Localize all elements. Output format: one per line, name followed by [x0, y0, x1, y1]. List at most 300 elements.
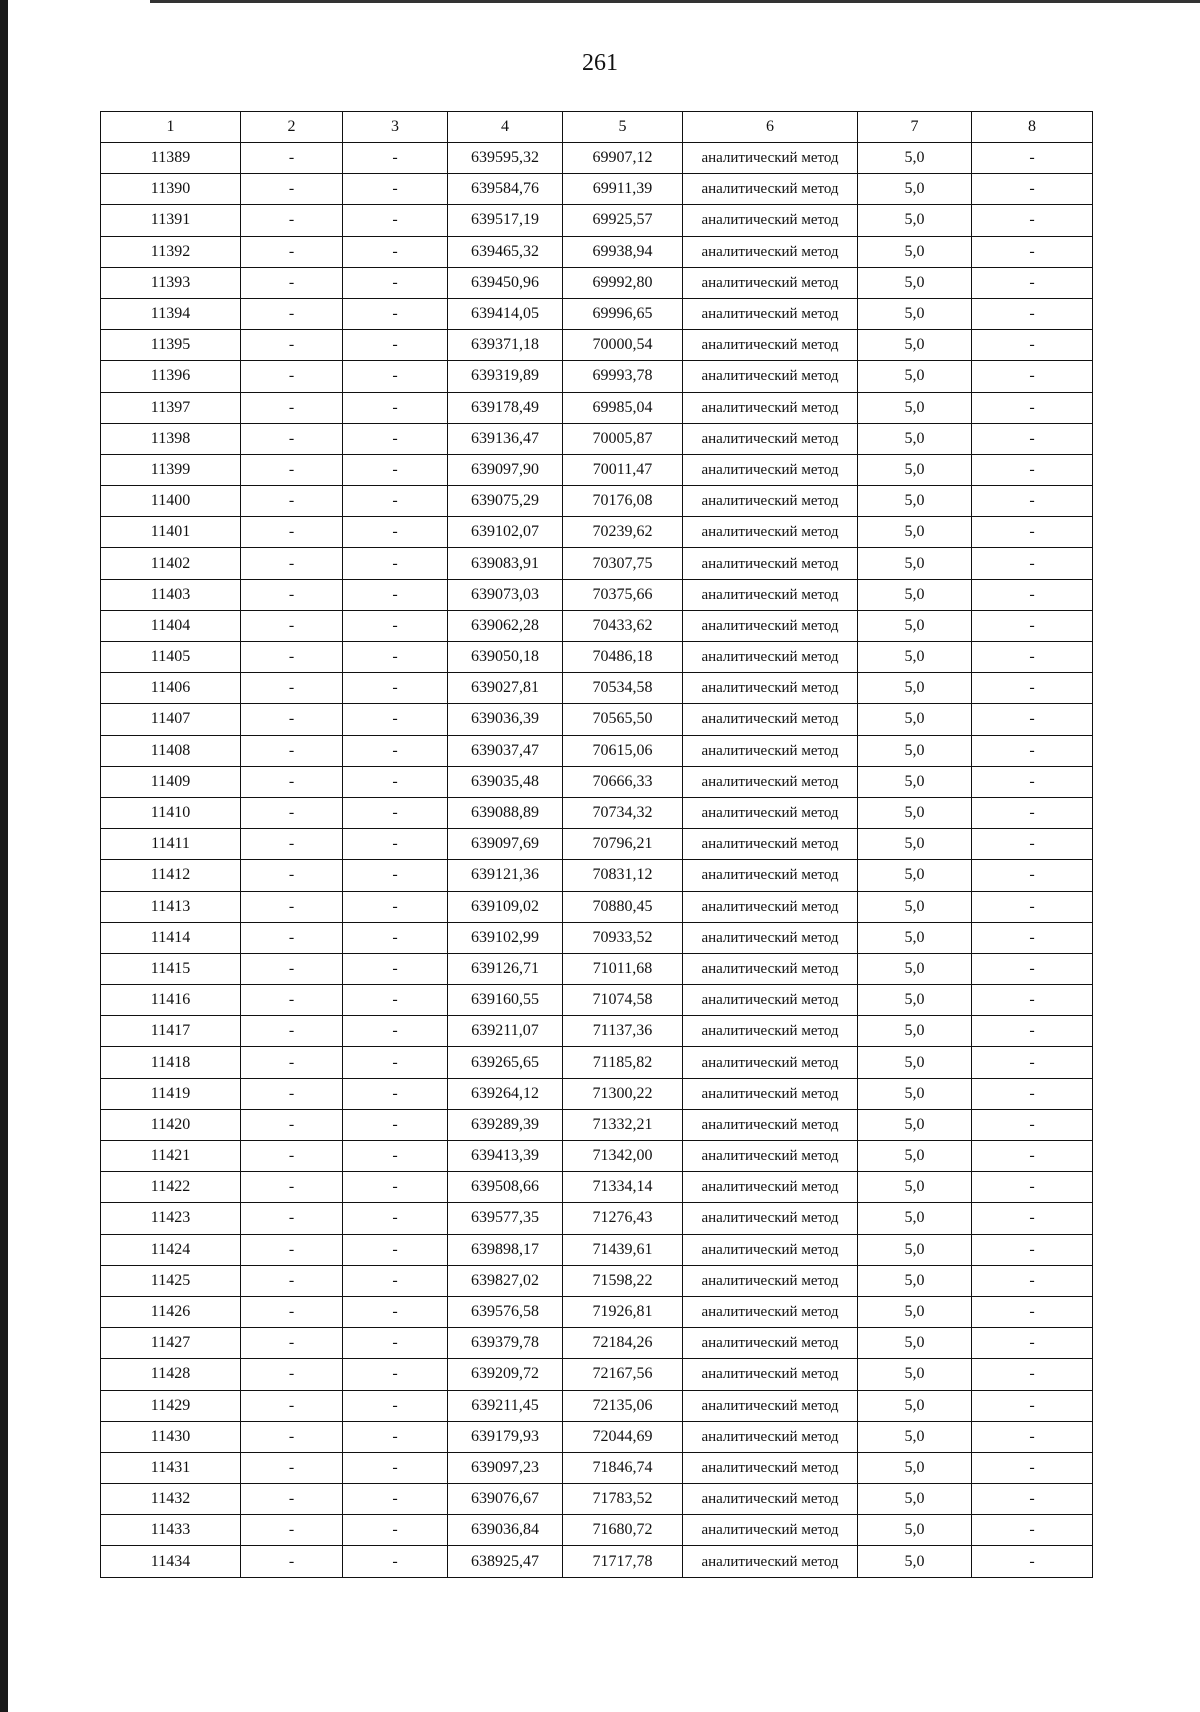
coordinate-y: 71300,22 [563, 1078, 683, 1109]
col-8-value: - [972, 1452, 1093, 1483]
method: аналитический метод [683, 1515, 858, 1546]
col-8-value: - [972, 1296, 1093, 1327]
accuracy: 5,0 [858, 174, 972, 205]
scan-edge-left [0, 0, 8, 1712]
accuracy: 5,0 [858, 829, 972, 860]
col-8-value: - [972, 610, 1093, 641]
coordinate-y: 70666,33 [563, 766, 683, 797]
coordinate-x: 639050,18 [448, 642, 563, 673]
col-3-value: - [343, 1390, 448, 1421]
accuracy: 5,0 [858, 610, 972, 641]
col-8-value: - [972, 673, 1093, 704]
method: аналитический метод [683, 673, 858, 704]
col-2-value: - [241, 267, 343, 298]
point-number: 11396 [101, 361, 241, 392]
table-row [101, 1265, 1093, 1296]
coordinate-x: 639450,96 [448, 267, 563, 298]
coordinate-x: 639371,18 [448, 330, 563, 361]
coordinate-y: 72167,56 [563, 1359, 683, 1390]
coordinate-y: 70433,62 [563, 610, 683, 641]
col-3-value: - [343, 423, 448, 454]
col-3-value: - [343, 766, 448, 797]
coordinate-y: 69911,39 [563, 174, 683, 205]
point-number: 11427 [101, 1328, 241, 1359]
col-3-value: - [343, 548, 448, 579]
coordinate-y: 71926,81 [563, 1296, 683, 1327]
point-number: 11424 [101, 1234, 241, 1265]
method: аналитический метод [683, 1421, 858, 1452]
point-number: 11423 [101, 1203, 241, 1234]
col-3-value: - [343, 704, 448, 735]
col-2-value: - [241, 236, 343, 267]
method: аналитический метод [683, 1265, 858, 1296]
table-row [101, 673, 1093, 704]
col-2-value: - [241, 1172, 343, 1203]
col-2-value: - [241, 1296, 343, 1327]
table-row [101, 1359, 1093, 1390]
col-3-value: - [343, 579, 448, 610]
coordinate-y: 70375,66 [563, 579, 683, 610]
col-8-value: - [972, 860, 1093, 891]
col-2-value: - [241, 1141, 343, 1172]
col-8-value: - [972, 1265, 1093, 1296]
coordinate-y: 69993,78 [563, 361, 683, 392]
col-8-value: - [972, 174, 1093, 205]
coordinate-x: 639413,39 [448, 1141, 563, 1172]
col-8-value: - [972, 330, 1093, 361]
coordinate-y: 72044,69 [563, 1421, 683, 1452]
method: аналитический метод [683, 1328, 858, 1359]
accuracy: 5,0 [858, 735, 972, 766]
col-3-value: - [343, 174, 448, 205]
table-row [101, 1078, 1093, 1109]
coordinate-y: 70615,06 [563, 735, 683, 766]
table-row [101, 1452, 1093, 1483]
accuracy: 5,0 [858, 1421, 972, 1452]
coordinate-x: 639595,32 [448, 143, 563, 174]
col-3-value: - [343, 330, 448, 361]
coordinate-y: 70239,62 [563, 517, 683, 548]
coordinate-y: 70880,45 [563, 891, 683, 922]
coordinate-x: 639465,32 [448, 236, 563, 267]
method: аналитический метод [683, 829, 858, 860]
table-row [101, 1515, 1093, 1546]
coordinate-y: 70000,54 [563, 330, 683, 361]
col-3-value: - [343, 361, 448, 392]
col-8-value: - [972, 829, 1093, 860]
coordinate-x: 639036,39 [448, 704, 563, 735]
col-3-value: - [343, 267, 448, 298]
coordinate-y: 70011,47 [563, 454, 683, 485]
coordinate-x: 639036,84 [448, 1515, 563, 1546]
point-number: 11405 [101, 642, 241, 673]
coordinate-y: 71342,00 [563, 1141, 683, 1172]
column-header: 6 [683, 112, 858, 143]
method: аналитический метод [683, 953, 858, 984]
coordinate-x: 639102,07 [448, 517, 563, 548]
coordinate-x: 639379,78 [448, 1328, 563, 1359]
point-number: 11428 [101, 1359, 241, 1390]
col-3-value: - [343, 642, 448, 673]
col-8-value: - [972, 704, 1093, 735]
table-row [101, 267, 1093, 298]
method: аналитический метод [683, 517, 858, 548]
col-2-value: - [241, 392, 343, 423]
col-2-value: - [241, 610, 343, 641]
point-number: 11393 [101, 267, 241, 298]
accuracy: 5,0 [858, 1452, 972, 1483]
col-3-value: - [343, 1452, 448, 1483]
coordinate-x: 639109,02 [448, 891, 563, 922]
method: аналитический метод [683, 1016, 858, 1047]
point-number: 11420 [101, 1109, 241, 1140]
accuracy: 5,0 [858, 330, 972, 361]
col-3-value: - [343, 797, 448, 828]
col-8-value: - [972, 1546, 1093, 1577]
point-number: 11433 [101, 1515, 241, 1546]
point-number: 11399 [101, 454, 241, 485]
point-number: 11407 [101, 704, 241, 735]
accuracy: 5,0 [858, 298, 972, 329]
accuracy: 5,0 [858, 953, 972, 984]
method: аналитический метод [683, 486, 858, 517]
col-2-value: - [241, 1546, 343, 1577]
col-2-value: - [241, 1265, 343, 1296]
method: аналитический метод [683, 1546, 858, 1577]
col-3-value: - [343, 1484, 448, 1515]
col-3-value: - [343, 1078, 448, 1109]
coordinate-y: 71783,52 [563, 1484, 683, 1515]
table-row [101, 361, 1093, 392]
coordinate-x: 639121,36 [448, 860, 563, 891]
accuracy: 5,0 [858, 486, 972, 517]
table-row [101, 704, 1093, 735]
accuracy: 5,0 [858, 361, 972, 392]
coordinate-y: 71717,78 [563, 1546, 683, 1577]
table-row [101, 1546, 1093, 1577]
accuracy: 5,0 [858, 236, 972, 267]
col-2-value: - [241, 735, 343, 766]
col-8-value: - [972, 267, 1093, 298]
table-row [101, 1234, 1093, 1265]
col-8-value: - [972, 1234, 1093, 1265]
col-3-value: - [343, 1421, 448, 1452]
col-8-value: - [972, 1172, 1093, 1203]
point-number: 11389 [101, 143, 241, 174]
point-number: 11434 [101, 1546, 241, 1577]
coordinate-y: 70534,58 [563, 673, 683, 704]
col-3-value: - [343, 143, 448, 174]
coordinate-y: 70796,21 [563, 829, 683, 860]
col-8-value: - [972, 735, 1093, 766]
method: аналитический метод [683, 143, 858, 174]
col-8-value: - [972, 205, 1093, 236]
accuracy: 5,0 [858, 1141, 972, 1172]
coordinate-x: 639027,81 [448, 673, 563, 704]
table-row [101, 1203, 1093, 1234]
col-8-value: - [972, 1421, 1093, 1452]
accuracy: 5,0 [858, 766, 972, 797]
col-8-value: - [972, 517, 1093, 548]
accuracy: 5,0 [858, 1296, 972, 1327]
col-8-value: - [972, 1078, 1093, 1109]
col-2-value: - [241, 1047, 343, 1078]
coordinate-y: 72135,06 [563, 1390, 683, 1421]
accuracy: 5,0 [858, 1109, 972, 1140]
col-3-value: - [343, 610, 448, 641]
point-number: 11419 [101, 1078, 241, 1109]
coordinate-x: 639319,89 [448, 361, 563, 392]
point-number: 11411 [101, 829, 241, 860]
point-number: 11391 [101, 205, 241, 236]
coordinate-x: 639178,49 [448, 392, 563, 423]
coordinate-x: 639264,12 [448, 1078, 563, 1109]
col-3-value: - [343, 1141, 448, 1172]
coordinate-x: 639827,02 [448, 1265, 563, 1296]
column-header: 3 [343, 112, 448, 143]
method: аналитический метод [683, 1452, 858, 1483]
col-2-value: - [241, 143, 343, 174]
coordinate-y: 70307,75 [563, 548, 683, 579]
col-2-value: - [241, 953, 343, 984]
coordinate-y: 69992,80 [563, 267, 683, 298]
col-8-value: - [972, 1109, 1093, 1140]
accuracy: 5,0 [858, 642, 972, 673]
coordinate-x: 639211,07 [448, 1016, 563, 1047]
coordinate-x: 639179,93 [448, 1421, 563, 1452]
point-number: 11430 [101, 1421, 241, 1452]
col-2-value: - [241, 922, 343, 953]
coordinate-x: 639898,17 [448, 1234, 563, 1265]
accuracy: 5,0 [858, 1172, 972, 1203]
method: аналитический метод [683, 423, 858, 454]
col-3-value: - [343, 1515, 448, 1546]
point-number: 11397 [101, 392, 241, 423]
coordinate-x: 639083,91 [448, 548, 563, 579]
table-row [101, 1421, 1093, 1452]
col-8-value: - [972, 1328, 1093, 1359]
point-number: 11400 [101, 486, 241, 517]
point-number: 11412 [101, 860, 241, 891]
point-number: 11431 [101, 1452, 241, 1483]
accuracy: 5,0 [858, 205, 972, 236]
method: аналитический метод [683, 205, 858, 236]
col-3-value: - [343, 1172, 448, 1203]
col-8-value: - [972, 953, 1093, 984]
col-2-value: - [241, 174, 343, 205]
method: аналитический метод [683, 392, 858, 423]
col-2-value: - [241, 704, 343, 735]
point-number: 11414 [101, 922, 241, 953]
col-8-value: - [972, 423, 1093, 454]
col-8-value: - [972, 1141, 1093, 1172]
method: аналитический метод [683, 298, 858, 329]
coordinate-x: 639097,69 [448, 829, 563, 860]
method: аналитический метод [683, 735, 858, 766]
coordinate-y: 70933,52 [563, 922, 683, 953]
table-row [101, 735, 1093, 766]
coordinate-x: 639035,48 [448, 766, 563, 797]
point-number: 11415 [101, 953, 241, 984]
table-row [101, 548, 1093, 579]
col-8-value: - [972, 985, 1093, 1016]
col-2-value: - [241, 1234, 343, 1265]
accuracy: 5,0 [858, 1515, 972, 1546]
point-number: 11421 [101, 1141, 241, 1172]
col-2-value: - [241, 298, 343, 329]
col-8-value: - [972, 642, 1093, 673]
col-3-value: - [343, 1109, 448, 1140]
coordinate-y: 71846,74 [563, 1452, 683, 1483]
col-3-value: - [343, 517, 448, 548]
method: аналитический метод [683, 860, 858, 891]
col-2-value: - [241, 548, 343, 579]
table-row [101, 517, 1093, 548]
col-8-value: - [972, 143, 1093, 174]
method: аналитический метод [683, 1141, 858, 1172]
col-2-value: - [241, 423, 343, 454]
col-2-value: - [241, 1515, 343, 1546]
point-number: 11418 [101, 1047, 241, 1078]
coordinates-table [100, 111, 1093, 1578]
point-number: 11417 [101, 1016, 241, 1047]
col-3-value: - [343, 953, 448, 984]
col-2-value: - [241, 1203, 343, 1234]
table-row [101, 922, 1093, 953]
col-3-value: - [343, 735, 448, 766]
col-2-value: - [241, 1421, 343, 1452]
col-3-value: - [343, 1546, 448, 1577]
col-3-value: - [343, 1047, 448, 1078]
col-8-value: - [972, 1359, 1093, 1390]
method: аналитический метод [683, 1484, 858, 1515]
accuracy: 5,0 [858, 891, 972, 922]
coordinate-x: 639265,65 [448, 1047, 563, 1078]
col-3-value: - [343, 922, 448, 953]
coordinate-x: 639209,72 [448, 1359, 563, 1390]
col-3-value: - [343, 673, 448, 704]
col-3-value: - [343, 392, 448, 423]
coordinate-y: 71137,36 [563, 1016, 683, 1047]
coordinate-y: 71334,14 [563, 1172, 683, 1203]
col-3-value: - [343, 891, 448, 922]
accuracy: 5,0 [858, 143, 972, 174]
col-3-value: - [343, 1203, 448, 1234]
coordinate-x: 639584,76 [448, 174, 563, 205]
table-row [101, 423, 1093, 454]
point-number: 11394 [101, 298, 241, 329]
col-2-value: - [241, 205, 343, 236]
method: аналитический метод [683, 1359, 858, 1390]
col-2-value: - [241, 1078, 343, 1109]
coordinate-x: 639088,89 [448, 797, 563, 828]
col-3-value: - [343, 1234, 448, 1265]
coordinate-x: 638925,47 [448, 1546, 563, 1577]
point-number: 11410 [101, 797, 241, 828]
method: аналитический метод [683, 174, 858, 205]
col-8-value: - [972, 891, 1093, 922]
table-row [101, 891, 1093, 922]
method: аналитический метод [683, 1078, 858, 1109]
col-8-value: - [972, 1390, 1093, 1421]
table-row [101, 766, 1093, 797]
coordinate-y: 70831,12 [563, 860, 683, 891]
point-number: 11406 [101, 673, 241, 704]
coordinate-x: 639102,99 [448, 922, 563, 953]
col-3-value: - [343, 1265, 448, 1296]
accuracy: 5,0 [858, 1047, 972, 1078]
accuracy: 5,0 [858, 392, 972, 423]
table-row [101, 985, 1093, 1016]
col-8-value: - [972, 1515, 1093, 1546]
method: аналитический метод [683, 361, 858, 392]
coordinate-x: 639076,67 [448, 1484, 563, 1515]
table-row [101, 953, 1093, 984]
col-8-value: - [972, 1016, 1093, 1047]
point-number: 11416 [101, 985, 241, 1016]
col-8-value: - [972, 797, 1093, 828]
page-number: 261 [582, 50, 618, 76]
table-row [101, 1109, 1093, 1140]
table-row [101, 1328, 1093, 1359]
accuracy: 5,0 [858, 1546, 972, 1577]
col-2-value: - [241, 766, 343, 797]
method: аналитический метод [683, 1234, 858, 1265]
point-number: 11390 [101, 174, 241, 205]
coordinate-x: 639160,55 [448, 985, 563, 1016]
point-number: 11402 [101, 548, 241, 579]
col-2-value: - [241, 1452, 343, 1483]
point-number: 11426 [101, 1296, 241, 1327]
point-number: 11401 [101, 517, 241, 548]
col-2-value: - [241, 1359, 343, 1390]
col-8-value: - [972, 361, 1093, 392]
accuracy: 5,0 [858, 454, 972, 485]
point-number: 11404 [101, 610, 241, 641]
accuracy: 5,0 [858, 1234, 972, 1265]
method: аналитический метод [683, 1109, 858, 1140]
point-number: 11425 [101, 1265, 241, 1296]
accuracy: 5,0 [858, 1265, 972, 1296]
coordinate-y: 71598,22 [563, 1265, 683, 1296]
accuracy: 5,0 [858, 267, 972, 298]
col-2-value: - [241, 454, 343, 485]
point-number: 11422 [101, 1172, 241, 1203]
method: аналитический метод [683, 1203, 858, 1234]
method: аналитический метод [683, 891, 858, 922]
point-number: 11413 [101, 891, 241, 922]
method: аналитический метод [683, 454, 858, 485]
col-2-value: - [241, 486, 343, 517]
point-number: 11432 [101, 1484, 241, 1515]
col-3-value: - [343, 236, 448, 267]
col-3-value: - [343, 205, 448, 236]
col-8-value: - [972, 766, 1093, 797]
accuracy: 5,0 [858, 579, 972, 610]
coordinate-y: 69907,12 [563, 143, 683, 174]
coordinate-y: 70486,18 [563, 642, 683, 673]
accuracy: 5,0 [858, 548, 972, 579]
table-row [101, 1047, 1093, 1078]
coordinate-y: 69996,65 [563, 298, 683, 329]
method: аналитический метод [683, 267, 858, 298]
coordinate-y: 71011,68 [563, 953, 683, 984]
point-number: 11398 [101, 423, 241, 454]
col-8-value: - [972, 579, 1093, 610]
method: аналитический метод [683, 766, 858, 797]
coordinate-y: 69938,94 [563, 236, 683, 267]
col-8-value: - [972, 298, 1093, 329]
